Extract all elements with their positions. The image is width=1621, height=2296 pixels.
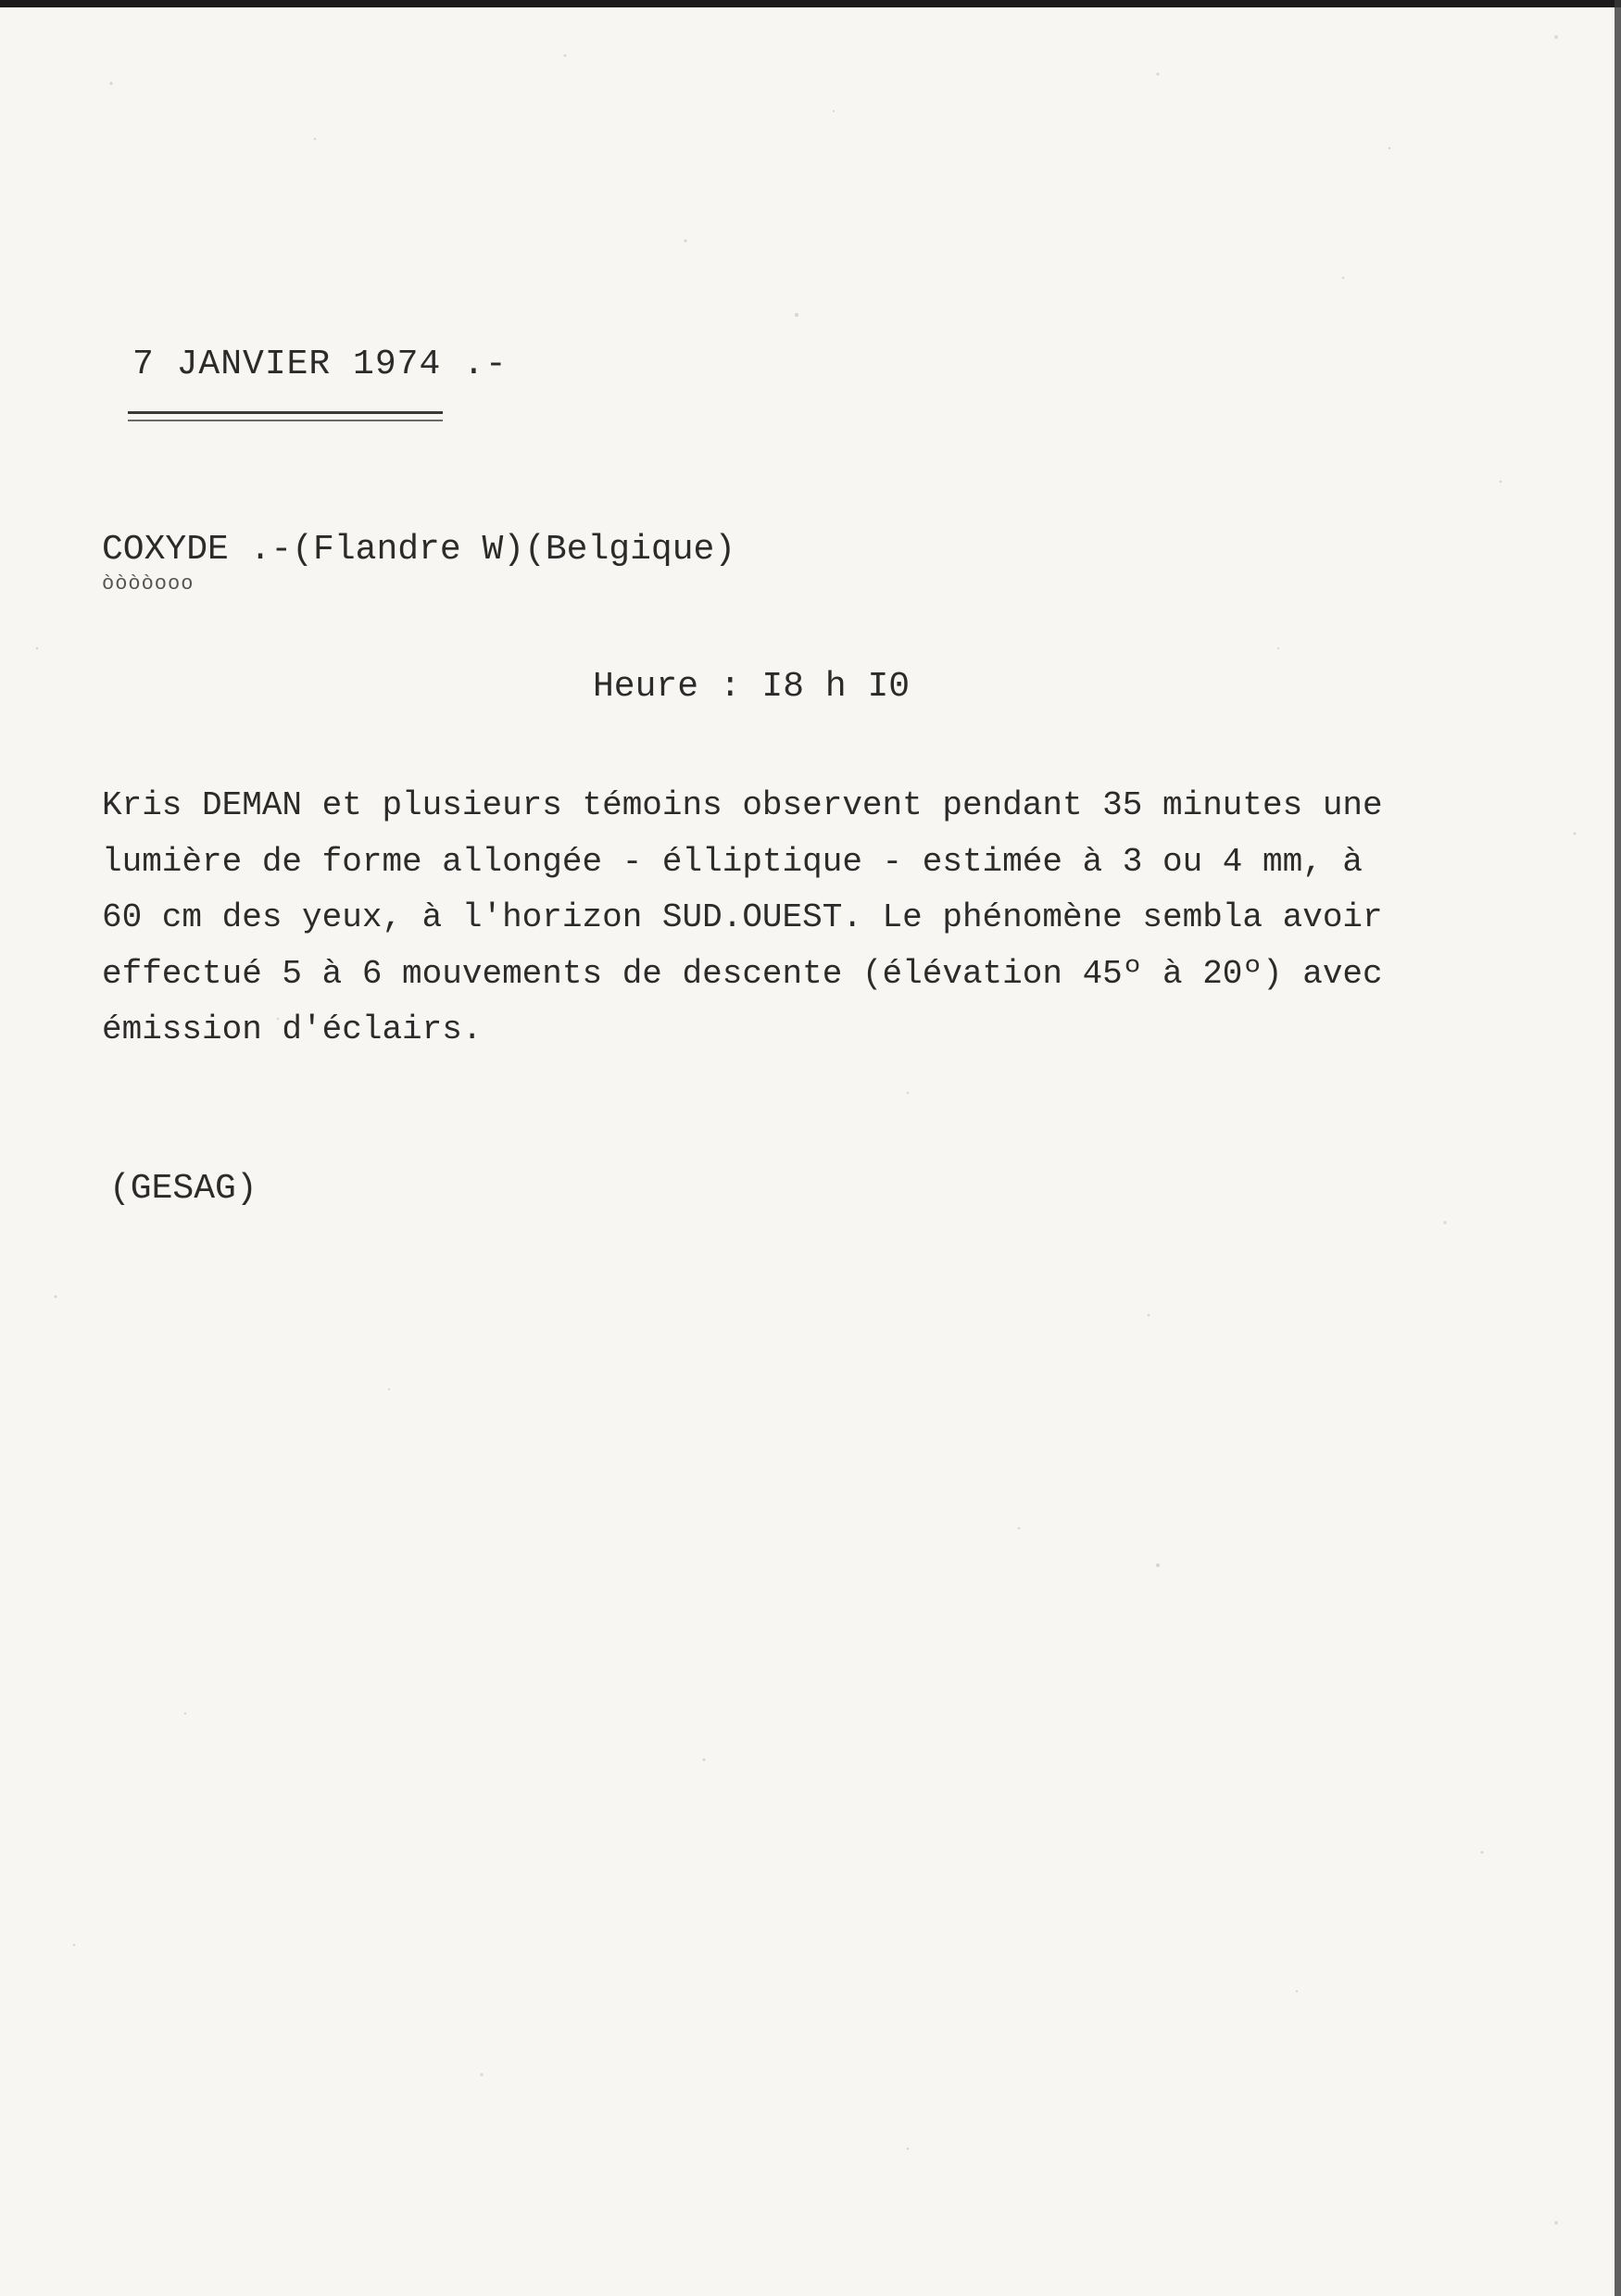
report-line-2: lumière de forme allongée - élliptique - estimée à 3 ou 4 mm, à: [102, 842, 1363, 881]
location-underline-marks: òòòòooo: [102, 572, 195, 596]
report-line-4: effectué 5 à 6 mouvements de descente (élévation 45º à 20º) avec: [102, 954, 1383, 993]
source-attribution: (GESAG): [109, 1169, 258, 1209]
report-body: [102, 778, 1528, 1059]
report-line-3: 60 cm des yeux, à l'horizon SUD.OUEST. Le phénomène sembla avoir: [102, 898, 1383, 936]
report-line-1: Kris DEMAN et plusieurs témoins observent pendant 35 minutes une: [102, 786, 1383, 824]
time-line: Heure : I8 h I0: [593, 667, 911, 707]
report-line-5: émission d'éclairs.: [102, 1010, 483, 1048]
scan-top-edge: [0, 0, 1621, 7]
date-underline: [128, 411, 443, 421]
scan-right-edge: [1615, 0, 1621, 2296]
location-heading: COXYDE .-(Flandre W)(Belgique): [102, 530, 736, 570]
date-heading: 7 JANVIER 1974 .-: [132, 345, 508, 384]
